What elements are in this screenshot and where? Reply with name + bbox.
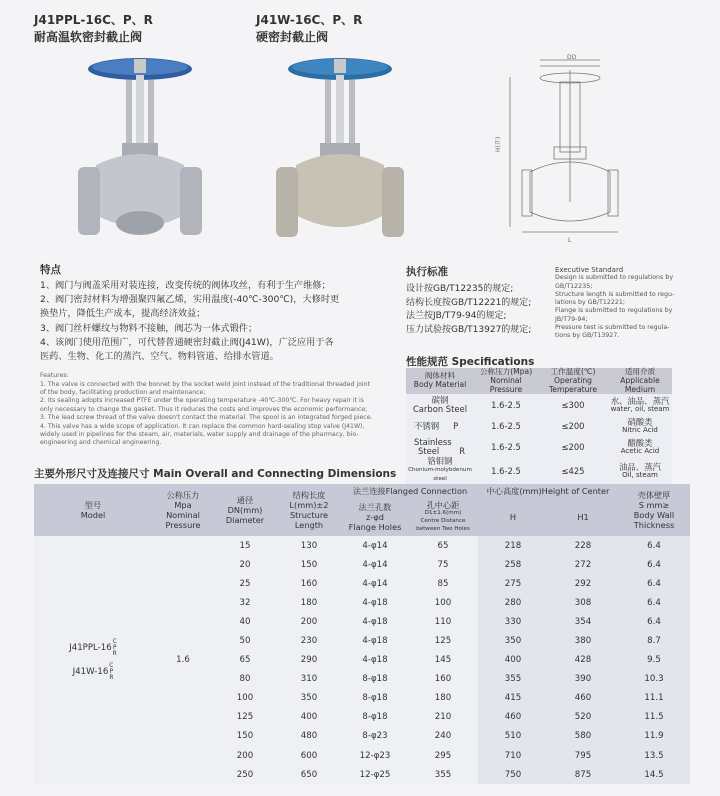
dn-cell: 150: [214, 727, 276, 746]
center-distance-cell: 110: [408, 612, 478, 631]
standard-en-line: GB/T12235;: [555, 282, 593, 290]
height-h-cell: 510: [478, 727, 548, 746]
holes-cell: 4-φ18: [342, 631, 408, 650]
left-model-title: J41PPL-16C、P、R: [34, 13, 153, 27]
spec-material: 铬钼钢 Chonium-molybdenum steel: [406, 457, 474, 484]
center-distance-cell: 65: [408, 536, 478, 555]
holes-cell: 4-φ18: [342, 651, 408, 670]
center-distance-cell: 75: [408, 555, 478, 574]
dims-header-holes: 法兰孔数 z-φd Flange Holes: [342, 498, 408, 536]
wall-thickness-cell: 6.4: [618, 612, 690, 631]
height-h-cell: 280: [478, 593, 548, 612]
center-distance-cell: 85: [408, 574, 478, 593]
hard-seal-valve-photo: [270, 55, 410, 250]
spec-header-material: 阀体材料 Body Material: [406, 368, 474, 394]
dims-table: [34, 484, 690, 784]
holes-cell: 8-φ18: [342, 708, 408, 727]
model-name-1: J41PPL-16: [69, 642, 112, 653]
spec-pressure: 1.6-2.5: [474, 457, 538, 484]
standard-en-line: Structure length is submitted to regu-: [555, 290, 675, 298]
dn-cell: 32: [214, 593, 276, 612]
dims-header-height: 中心高度(mm)Height of Center: [478, 484, 618, 498]
features-en: [40, 372, 392, 448]
wall-thickness-cell: 8.7: [618, 631, 690, 650]
wall-thickness-cell: 10.3: [618, 670, 690, 689]
height-h1-cell: 390: [548, 670, 618, 689]
table-row: [34, 536, 690, 555]
wall-thickness-cell: 11.9: [618, 727, 690, 746]
length-cell: 480: [276, 727, 342, 746]
right-product-name: 硬密封截止阀: [256, 30, 329, 44]
height-h-cell: 400: [478, 651, 548, 670]
length-cell: 200: [276, 612, 342, 631]
wall-thickness-cell: 6.4: [618, 536, 690, 555]
holes-cell: 4-φ14: [342, 574, 408, 593]
standard-en-line: tions by GB/T13927.: [555, 332, 620, 340]
spec-table: [406, 368, 672, 484]
height-h-cell: 330: [478, 612, 548, 631]
standard-en-heading: Executive Standard: [555, 266, 624, 274]
standard-line: 法兰按JB/T79-94的规定;: [406, 311, 507, 322]
dn-cell: 50: [214, 631, 276, 650]
dims-header-h: H: [478, 498, 548, 536]
height-h-cell: 275: [478, 574, 548, 593]
features-heading: 特点: [40, 264, 61, 276]
features-list: [40, 279, 392, 364]
spec-temp: ≤200: [538, 436, 608, 457]
height-h-cell: 355: [478, 670, 548, 689]
height-h1-cell: 308: [548, 593, 618, 612]
dn-cell: 200: [214, 746, 276, 765]
standard-section-en: [555, 266, 705, 341]
spec-medium: 硝酸类 Nitric Acid: [608, 415, 672, 436]
drawing-dim-do: DO: [567, 54, 577, 61]
dn-cell: 25: [214, 574, 276, 593]
height-h1-cell: 460: [548, 689, 618, 708]
dims-header-model: 型号 Model: [34, 484, 152, 536]
center-distance-cell: 125: [408, 631, 478, 650]
feature-line: 医药、生物、化工的蒸汽、空气、物料管道、给排水管道。: [40, 351, 279, 363]
length-cell: 600: [276, 746, 342, 765]
spec-material: 不锈钢 P: [406, 415, 474, 436]
spec-medium: 醋酸类 Acetic Acid: [608, 436, 672, 457]
left-product-name: 耐高温软密封截止阀: [34, 30, 143, 44]
standard-line: 设计按GB/T12235的规定;: [406, 284, 514, 294]
wall-thickness-cell: 6.4: [618, 593, 690, 612]
height-h1-cell: 795: [548, 746, 618, 765]
dims-header-length: 结构长度 L(mm)±2 Structure Length: [276, 484, 342, 536]
holes-cell: 8-φ23: [342, 727, 408, 746]
dn-cell: 65: [214, 651, 276, 670]
standard-line: 结构长度按GB/T12221的规定;: [406, 297, 532, 308]
wall-thickness-cell: 9.5: [618, 651, 690, 670]
dims-header-center: 孔中心距 D1±1.6(mm) Centre Distance between Two Holes: [408, 498, 478, 536]
standard-en-line: JB/T79-94;: [555, 315, 588, 323]
spec-heading: 性能规范 Specifications: [406, 356, 535, 368]
length-cell: 290: [276, 651, 342, 670]
wall-thickness-cell: 14.5: [618, 765, 690, 784]
height-h1-cell: 520: [548, 708, 618, 727]
dn-cell: 40: [214, 612, 276, 631]
spec-pressure: 1.6-2.5: [474, 415, 538, 436]
standard-en-line: lations by GB/T12221;: [555, 299, 625, 307]
center-distance-cell: 100: [408, 593, 478, 612]
wall-thickness-cell: 6.4: [618, 555, 690, 574]
feature-line: 1、阀门与阀盖采用对装连接，改变传统的阀体攻丝，有利于生产维修；: [40, 280, 331, 291]
length-cell: 230: [276, 631, 342, 650]
dims-heading: 主要外形尺寸及连接尺寸 Main Overall and Connecting Dimensions: [34, 468, 397, 480]
standard-line: 压力试验按GB/T13927的规定;: [406, 324, 532, 335]
length-cell: 350: [276, 689, 342, 708]
spec-pressure: 1.6-2.5: [474, 394, 538, 415]
height-h1-cell: 272: [548, 555, 618, 574]
center-distance-cell: 295: [408, 746, 478, 765]
height-h1-cell: 875: [548, 765, 618, 784]
holes-cell: 12-φ25: [342, 765, 408, 784]
spec-temp: ≤300: [538, 394, 608, 415]
wall-thickness-cell: 11.1: [618, 689, 690, 708]
center-distance-cell: 210: [408, 708, 478, 727]
holes-cell: 4-φ14: [342, 536, 408, 555]
feature-line: 3、阀门丝杆螺纹与物料不接触，阀芯为一体式锻件；: [40, 322, 258, 334]
dn-cell: 20: [214, 555, 276, 574]
length-cell: 310: [276, 670, 342, 689]
dn-cell: 125: [214, 708, 276, 727]
height-h1-cell: 380: [548, 631, 618, 650]
drawing-dim-l: L: [568, 237, 572, 244]
feature-en-line: 2. Its sealing adopts increased PTFE under the operating temperature -40℃-300℃. For heavy repair it is: [40, 397, 364, 405]
spec-temp: ≤425: [538, 457, 608, 484]
holes-cell: 4-φ18: [342, 593, 408, 612]
feature-en-line: of the body, facilitating production and maintenance;: [40, 389, 206, 397]
wall-thickness-cell: 11.5: [618, 708, 690, 727]
feature-en-line: 3. The lead screw thread of the valve doesn't contact the material. The spool is an integrated forged piece.: [40, 414, 373, 422]
center-distance-cell: 355: [408, 765, 478, 784]
dims-header-dn: 通径 DN(mm) Diameter: [214, 484, 276, 536]
height-h-cell: 218: [478, 536, 548, 555]
length-cell: 650: [276, 765, 342, 784]
drawing-dim-h: H(开): [495, 136, 502, 152]
holes-cell: 4-φ14: [342, 555, 408, 574]
feature-en-line: 4. This valve has a wide scope of application. It can replace the common hard-sealing stop valve (J41W),: [40, 422, 365, 430]
spec-medium: 油品、蒸汽 Oil, steam: [608, 457, 672, 484]
spec-temp: ≤200: [538, 415, 608, 436]
model-cell: J41PPL-16 C P R J41W-16 C P R: [34, 536, 152, 784]
standard-section-cn: [406, 264, 551, 337]
height-h-cell: 750: [478, 765, 548, 784]
dims-header-wall: 壳体壁厚 S mm≥ Body Wall Thickness: [618, 484, 690, 536]
feature-line: 换垫片，降低生产成本，提高经济效益；: [40, 308, 206, 320]
right-model-title: J41W-16C、P、R: [256, 13, 363, 27]
center-distance-cell: 160: [408, 670, 478, 689]
holes-cell: 4-φ18: [342, 612, 408, 631]
dims-header-flange: 法兰连接Flanged Connection: [342, 484, 478, 498]
length-cell: 130: [276, 536, 342, 555]
height-h1-cell: 292: [548, 574, 618, 593]
feature-en-line: only necessary to change the gasket. Thus it reduces the costs and improves the economic performance;: [40, 405, 368, 413]
length-cell: 400: [276, 708, 342, 727]
length-cell: 150: [276, 555, 342, 574]
spec-header-temperature: 工作温度(℃) Operating Temperature: [538, 368, 608, 394]
dn-cell: 15: [214, 536, 276, 555]
center-distance-cell: 240: [408, 727, 478, 746]
standard-heading: 执行标准: [406, 266, 448, 278]
wall-thickness-cell: 6.4: [618, 574, 690, 593]
spec-header-medium: 适用介质 Applicable Medium: [608, 368, 672, 394]
spec-material: Stainless Steel R: [406, 436, 474, 457]
height-h1-cell: 428: [548, 651, 618, 670]
feature-en-line: widely used in pipelines for the steam, air, materials, water supply and drainage of the pharmacy, bio-: [40, 431, 359, 439]
dn-cell: 80: [214, 670, 276, 689]
features-section: [40, 262, 392, 448]
standard-en-line: Pressure test is submitted to regula-: [555, 324, 670, 332]
height-h-cell: 710: [478, 746, 548, 765]
dn-cell: 100: [214, 689, 276, 708]
dn-cell: 250: [214, 765, 276, 784]
dims-header-h1: H1: [548, 498, 618, 536]
spec-header-pressure: 公称压力(Mpa) Nominal Pressure: [474, 368, 538, 394]
soft-seal-valve-photo: [68, 55, 218, 250]
height-h-cell: 415: [478, 689, 548, 708]
standard-en-line: Design is submitted to regulations by: [555, 274, 674, 282]
height-h1-cell: 354: [548, 612, 618, 631]
height-h-cell: 350: [478, 631, 548, 650]
height-h-cell: 258: [478, 555, 548, 574]
spec-medium: 水、油品、蒸汽 water, oil, steam: [608, 394, 672, 415]
height-h1-cell: 228: [548, 536, 618, 555]
feature-en-line: 1. The valve is connected with the bonnet by the socket weld joint instead of the traditional threaded joint: [40, 380, 370, 388]
center-distance-cell: 180: [408, 689, 478, 708]
feature-en-line: engineering and chemical engineering.: [40, 439, 162, 447]
center-distance-cell: 145: [408, 651, 478, 670]
holes-cell: 12-φ23: [342, 746, 408, 765]
holes-cell: 8-φ18: [342, 689, 408, 708]
feature-line: 2、阀门密封材料为增强聚四氟乙烯，实用温度(-40℃-300℃)，大修时更: [40, 294, 340, 306]
length-cell: 180: [276, 593, 342, 612]
height-h-cell: 460: [478, 708, 548, 727]
spec-material: 碳钢 Carbon Steel: [406, 394, 474, 415]
pressure-cell: 1.6: [152, 536, 214, 784]
holes-cell: 8-φ18: [342, 670, 408, 689]
standard-en-line: Flange is submitted to regulations by: [555, 307, 673, 315]
model-name-2: J41W-16: [72, 666, 109, 677]
valve-dimension-drawing: [490, 52, 635, 252]
wall-thickness-cell: 13.5: [618, 746, 690, 765]
spec-pressure: 1.6-2.5: [474, 436, 538, 457]
feature-line: 4、该阀门使用范围广，可代替普通硬密封截止阀(J41W)，广泛应用于各: [40, 336, 334, 348]
length-cell: 160: [276, 574, 342, 593]
height-h1-cell: 580: [548, 727, 618, 746]
dims-header-pressure: 公称压力 Mpa Nominal Pressure: [152, 484, 214, 536]
features-en-heading: Features:: [40, 372, 69, 380]
